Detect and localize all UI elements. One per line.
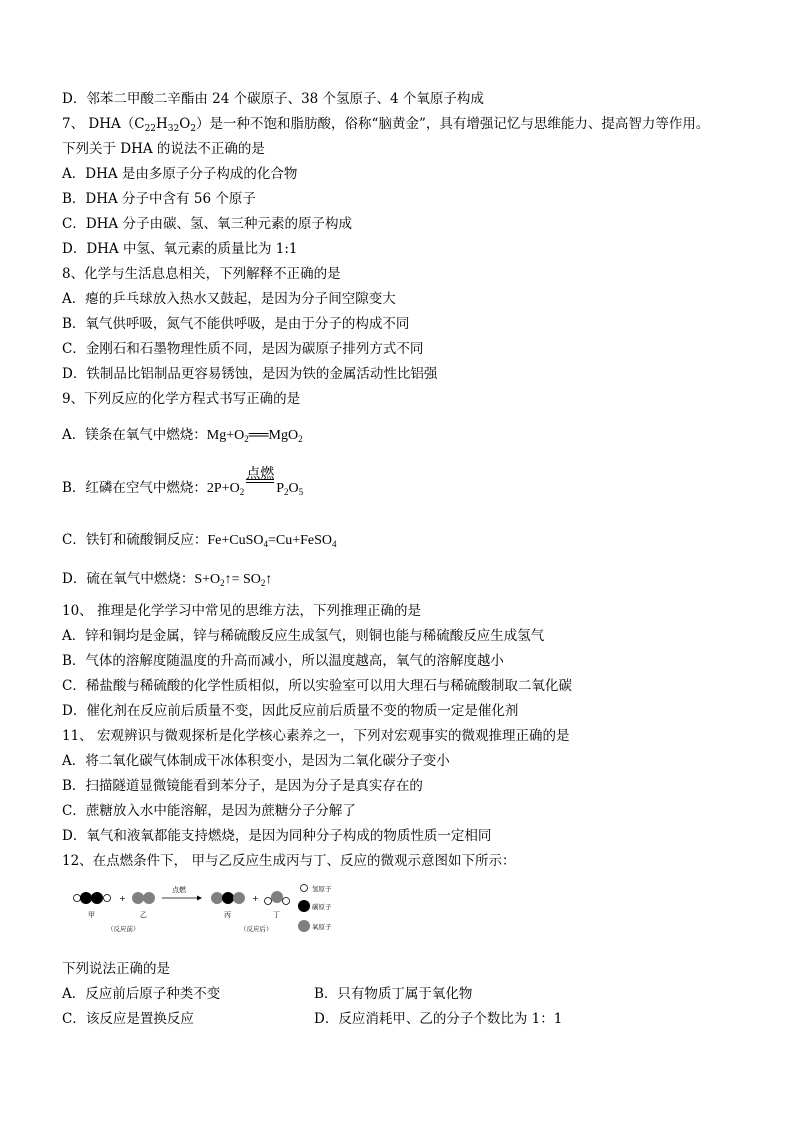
legend-h-label: 氢原子	[312, 885, 332, 893]
jia-h-atom-1	[74, 895, 81, 902]
bing-o-atom-1	[211, 892, 223, 904]
q8-option-d: D．铁制品比铝制品更容易锈蚀，是因为铁的金属活动性比铝强	[62, 366, 438, 382]
yi-o-atom-2	[143, 892, 155, 904]
legend-o-label: 氧原子	[312, 923, 332, 931]
label-before: （反应前）	[107, 925, 140, 933]
q9-option-b	[62, 466, 304, 497]
q9-b-prefix: B．红磷在空气中燃烧：	[62, 480, 207, 496]
q10-option-c: C．稀盐酸与稀硫酸的化学性质相似，所以实验室可以用大理石与稀硫酸制取二氧化碳	[62, 678, 572, 694]
q11-stem: 11、 宏观辨识与微观探析是化学核心素养之一，下列对宏观事实的微观推理正确的是	[62, 728, 570, 744]
bing-c-atom	[222, 892, 234, 904]
q10-option-a: A．锌和铜均是金属，锌与稀硫酸反应生成氢气，则铜也能与稀硫酸反应生成氢气	[62, 628, 545, 644]
label-ding: 丁	[273, 911, 280, 919]
q11-option-c: C．蔗糖放入水中能溶解，是因为蔗糖分子分解了	[62, 803, 356, 819]
q7-option-d: D．DHA 中氢、氧元素的质量比为 1:1	[62, 241, 298, 257]
q12-stem: 12、在点燃条件下， 甲与乙反应生成丙与丁、反应的微观示意图如下所示：	[62, 853, 516, 869]
ding-h-atom-1	[265, 898, 272, 905]
q9-d-prefix: D．硫在氧气中燃烧：	[62, 571, 195, 587]
legend-c-icon	[298, 900, 310, 912]
q8-option-a: A．瘪的乒乓球放入热水又鼓起，是因为分子间空隙变大	[62, 291, 396, 307]
q9-option-a	[62, 423, 303, 444]
q10-option-b: B．气体的溶解度随温度的升高而减小，所以温度越高，氧气的溶解度越小	[62, 653, 504, 669]
ding-o-atom	[271, 891, 283, 903]
q12-option-c: C．该反应是置换反应	[62, 1011, 194, 1027]
q9-b-right: $P_2O_5$	[276, 481, 304, 497]
q7-stem: 7、 $DHA(C_{22}H_{32}O_2)$是一种不饱和脂肪酸，俗称“脑黄金”，具有增强记忆与思维能力、提高智力等作用。	[62, 116, 710, 134]
plus-1: +	[119, 894, 126, 903]
bing-o-atom-2	[233, 892, 245, 904]
q12-option-d: D．反应消耗甲、乙的分子个数比为 1：1	[314, 1011, 563, 1027]
q7-option-a: A．DHA 是由多原子分子构成的化合物	[62, 166, 298, 182]
label-jia: 甲	[88, 911, 95, 919]
q7-stem-2: 下列关于 DHA 的说法不正确的是	[62, 141, 265, 157]
q7-option-c: C．DHA 分子由碳、氢、氧三种元素的原子构成	[62, 216, 352, 232]
q9-option-d	[62, 567, 272, 588]
q8-option-b: B．氧气供呼吸，氮气不能供呼吸，是由于分子的构成不同	[62, 316, 410, 332]
q9-c-prefix: C．铁钉和硫酸铜反应：	[62, 532, 208, 548]
q9-b-arrow	[244, 466, 276, 496]
q8-option-c: C．金刚石和石墨物理性质不同，是因为碳原子排列方式不同	[62, 341, 424, 357]
legend-c-label: 碳原子	[312, 903, 332, 911]
label-bing: 丙	[224, 911, 231, 919]
q10-option-d: D．催化剂在反应前后质量不变，因此反应前后质量不变的物质一定是催化剂	[62, 703, 519, 719]
q9-c-formula: Fe+CuSO$_4$=Cu+FeSO$_4$	[207, 533, 337, 549]
ding-h-atom-2	[283, 898, 290, 905]
q12-option-a: A．反应前后原子种类不变	[62, 986, 221, 1002]
q12-option-b: B．只有物质丁属于氧化物	[314, 986, 473, 1002]
yi-o-atom-1	[132, 892, 144, 904]
q9-stem: 9、下列反应的化学方程式书写正确的是	[62, 391, 301, 407]
arrow-head	[197, 896, 202, 901]
diagram-condition: 点燃	[172, 886, 186, 894]
label-after: （反应后）	[240, 925, 273, 933]
q9-a-formula: $Mg+O_2══MgO_2$	[206, 428, 303, 444]
q9-b-condition: 点燃	[246, 466, 275, 482]
jia-c-atom-2	[91, 892, 103, 904]
q7-option-b: B．DHA 分子中含有 56 个原子	[62, 191, 256, 207]
plus-2: +	[252, 894, 259, 903]
q9-a-prefix: A．镁条在氧气中燃烧：	[62, 427, 207, 443]
q9-option-c	[62, 528, 337, 549]
q11-option-d: D．氧气和液氧都能支持燃烧，是因为同种分子构成的物质性质一定相同	[62, 828, 492, 844]
jia-c-atom-1	[80, 892, 92, 904]
q10-stem: 10、 推理是化学学习中常见的思维方法，下列推理正确的是	[62, 603, 421, 619]
q11-option-a: A．将二氧化碳气体制成干冰体积变小，是因为二氧化碳分子变小	[62, 753, 450, 769]
q6-option-d: D．邻苯二甲酸二辛酯由 24 个碳原子、38 个氢原子、4 个氧原子构成	[62, 91, 484, 107]
q9-b-left: $2P+O_2$	[206, 481, 245, 497]
q8-stem: 8、化学与生活息息相关，下列解释不正确的是	[62, 266, 341, 282]
q9-d-formula: $S+O_2↑=$ $SO_2↑$	[194, 572, 273, 588]
legend-o-icon	[298, 920, 310, 932]
legend-h-icon	[301, 885, 308, 892]
q11-option-b: B．扫描隧道显微镜能看到苯分子，是因为分子是真实存在的	[62, 778, 423, 794]
jia-h-atom-2	[104, 895, 111, 902]
reaction-diagram	[62, 880, 362, 940]
q12-sub-stem: 下列说法正确的是	[62, 961, 170, 977]
label-yi: 乙	[140, 911, 147, 919]
